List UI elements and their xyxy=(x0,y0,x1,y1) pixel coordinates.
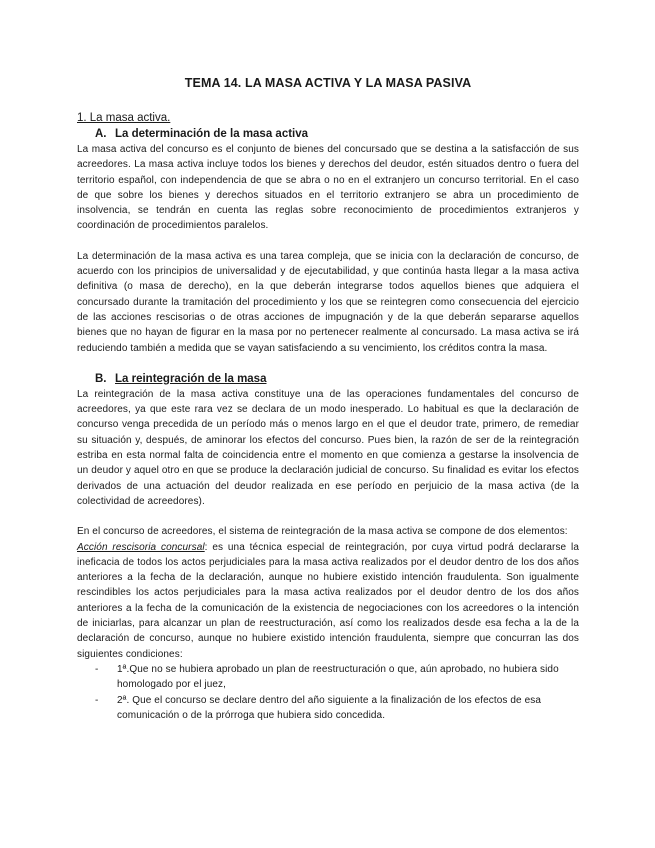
subheading-letter: B. xyxy=(95,372,107,385)
subheading-letter: A. xyxy=(95,128,107,140)
paragraph-reintegracion: La reintegración de la masa activa constituye una de las operaciones fundamentales del concurso de acreedores, ya que este rara vez se declara de un modo inesperado. Lo habitual es que la declaración de concurso venga precedida de un período más o menos largo en el que el deudor trate, primero, de remediar su situación y, después, de aminorar los efectos del concurso. Pues bien, la razón de ser de la reintegración estriba en esta normal falta de coincidencia entre el momento en que comienza a gestarse la insolvencia de un deudor y aquel otro en que se produce la declaración judicial de concurso. Su finalidad es evitar los efectos derivados de una actuación del deudor realizada en ese período en perjuicio de la masa activa (de la colectividad de acreedores). xyxy=(77,388,579,507)
paragraph-determinacion-masa: La determinación de la masa activa es una tarea compleja, que se inicia con la declaración de concurso, de acuerdo con los principios de universalidad y de ejecutabilidad, y que continúa hasta llegar a la masa activa definitiva (o masa de derecho), en la que deberán integrarse todos aquellos bienes que adquiera el concursado durante la tramitación del procedimiento y los que se reintegren como consecuencia del ejercicio de las acciones rescisorias o de otras acciones de impugnación y de la que deberán separarse aquellos bienes que no hayan de figurar en la masa por no pertenecer realmente al concursado. La masa activa se irá reduciendo también a medida que se vayan satisfaciendo a su vencimiento, los créditos contra la masa. xyxy=(77,250,579,354)
section-heading-masa-activa: 1. La masa activa. xyxy=(77,112,171,124)
condition-text: 1ª.Que no se hubiera aprobado un plan de reestructuración o que, aún aprobado, no hubiera sido homologado por el juez, xyxy=(117,663,559,691)
accion-rescisoria-label: Acción rescisoria concursal xyxy=(77,541,205,553)
subheading-text: La reintegración de la masa xyxy=(115,372,267,385)
list-dash: - xyxy=(95,694,99,706)
condition-text: 2ª. Que el concurso se declare dentro del año siguiente a la finalización de los efectos de esa comunicación o de la prórroga que hubiera sido concedida. xyxy=(117,694,542,721)
subheading-determinacion xyxy=(95,126,579,142)
conditions-list xyxy=(77,662,579,723)
subheading-text: La determinación de la masa activa xyxy=(115,128,309,140)
list-dash: - xyxy=(95,663,99,675)
list-item xyxy=(95,662,579,693)
accion-rescisoria-text: : es una técnica especial de reintegración, por cuya virtud podrá declararse la ineficacia de todos los actos perjudiciales para la masa activa realizados por el deudor dentro de los dos años anteriores a la fecha de la declaración, aunque no hubiere existido intención fraudulenta. Son igualmente rescindibles los actos perjudiciales para la masa activa realizados por el deudor dentro de los dos años anteriores a la fecha de la comunicación de la existencia de negociaciones con los acreedores o la intención de iniciarlas, para alcanzar un plan de reestructuración, así como los realizados desde esa fecha a la de la declaración de concurso, aunque no hubiere existido intención fraudulenta, siempre que concurran las dos siguientes condiciones: xyxy=(77,541,579,660)
document-title: TEMA 14. LA MASA ACTIVA Y LA MASA PASIVA xyxy=(184,76,472,90)
paragraph-sistema-reintegracion: En el concurso de acreedores, el sistema de reintegración de la masa activa se compone de dos elementos: xyxy=(77,526,568,538)
list-item xyxy=(95,693,579,724)
subheading-reintegracion xyxy=(95,371,579,387)
paragraph-accion-rescisoria xyxy=(77,540,579,662)
paragraph-masa-activa-definicion: La masa activa del concurso es el conjunto de bienes del concursado que se destina a la satisfacción de sus acreedores. La masa activa incluye todos los bienes y derechos del deudor, estén situados dentro o fuera del territorio español, con independencia de que se abra o no en el extranjero un concurso territorial. En el caso de que sobre los bienes y derechos situados en el territorio extranjero se abra un procedimiento de insolvencia, se tendrán en cuenta las reglas sobre reconocimiento de procedimientos extranjeros y coordinación de procedimientos paralelos. xyxy=(77,144,579,232)
